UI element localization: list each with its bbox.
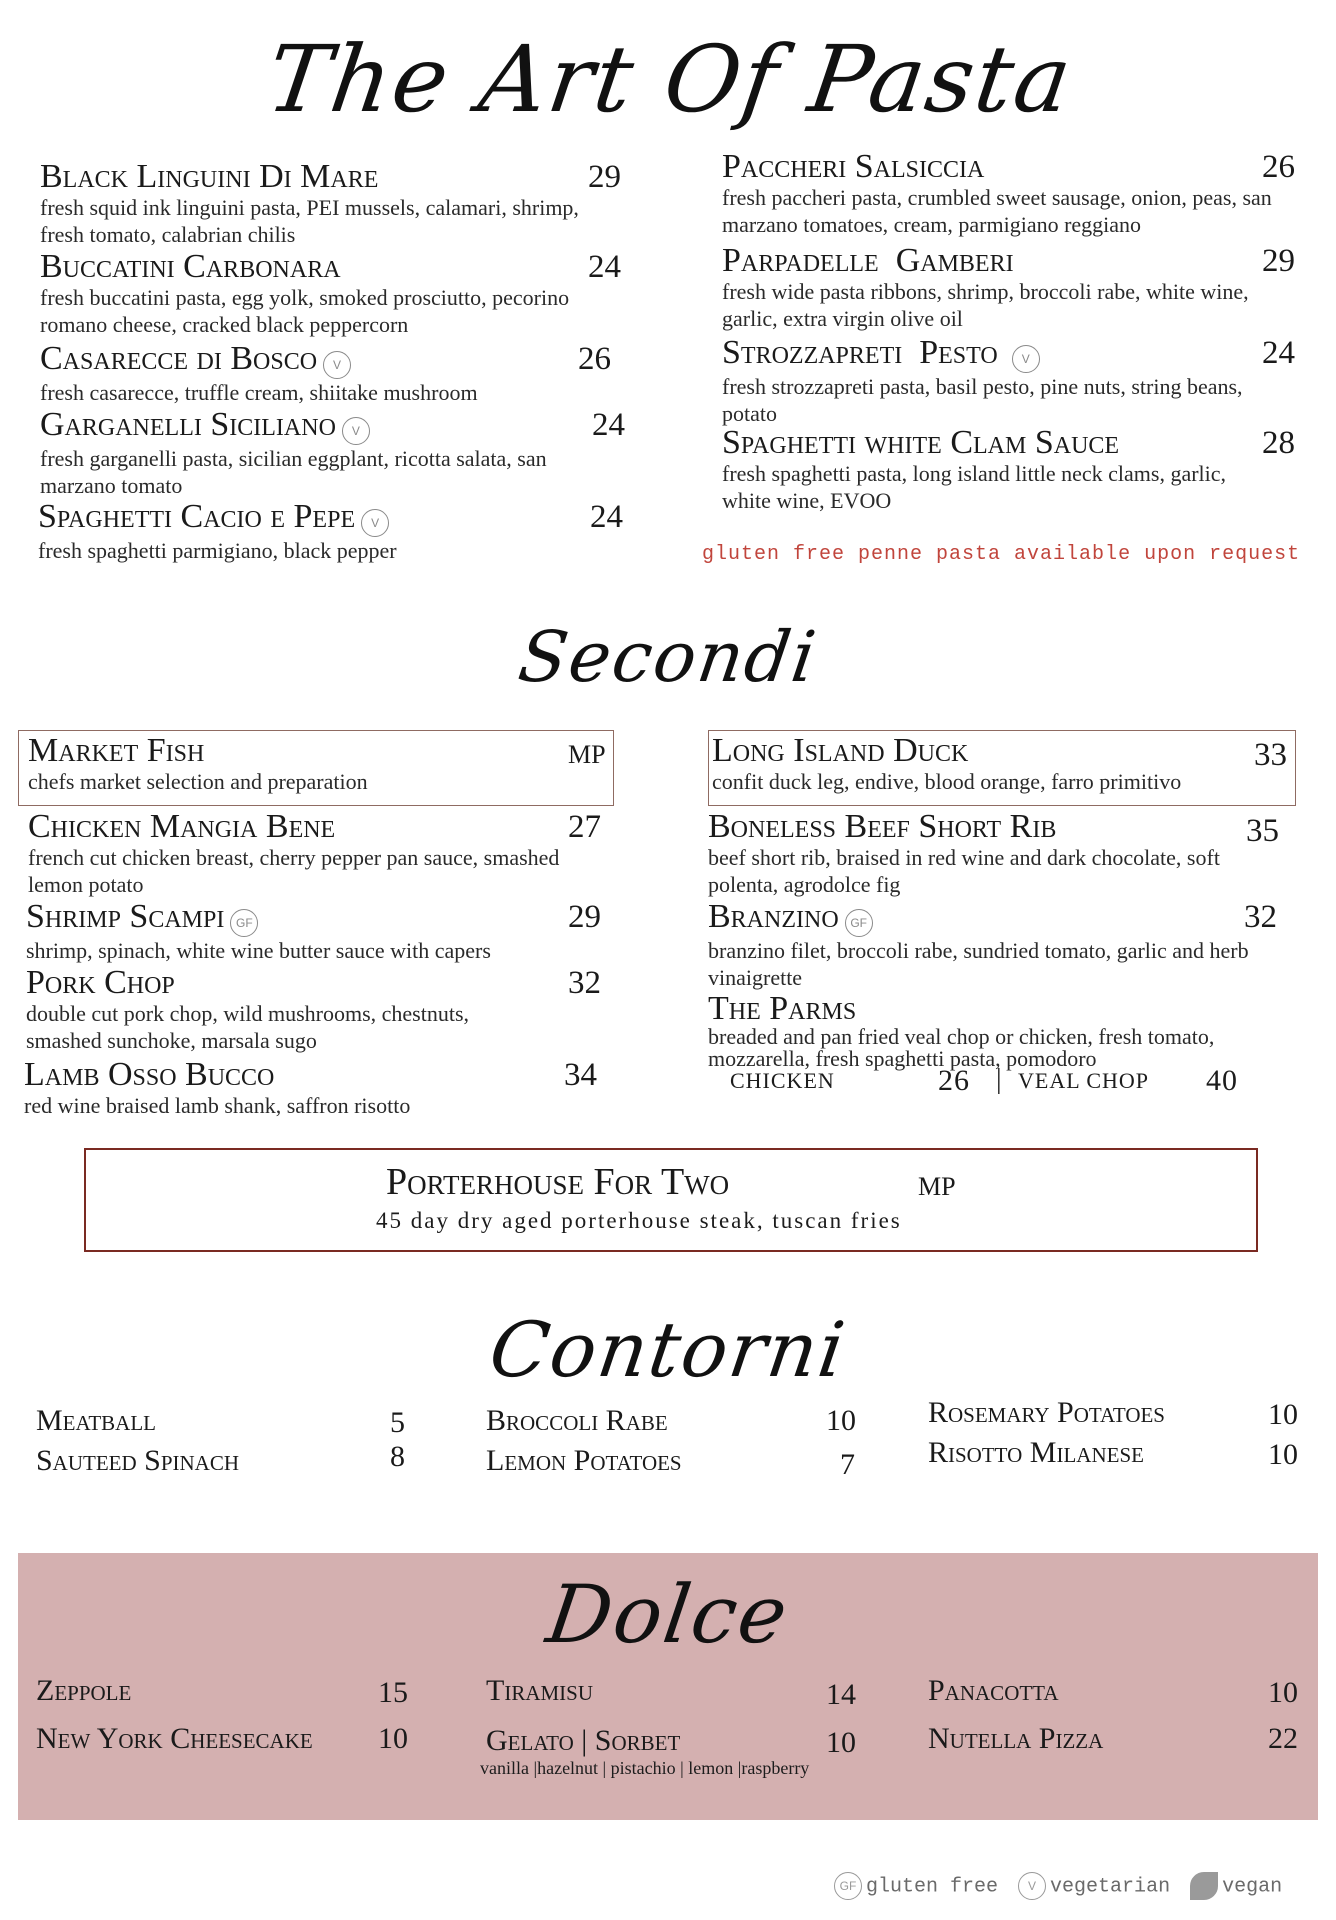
- porterhouse-price: MP: [918, 1172, 956, 1201]
- item-price: 28: [1262, 425, 1295, 461]
- item-name: Shrimp Scampi: [26, 898, 225, 935]
- item-description: confit duck leg, endive, blood orange, farro primitivo: [712, 769, 1182, 794]
- gluten-free-note: gluten free penne pasta available upon request: [702, 543, 1301, 566]
- contorni-col-1: [36, 1405, 416, 1485]
- dolce-title: Dolce: [541, 1568, 795, 1661]
- dolce-item: [928, 1675, 1308, 1723]
- item-name: Strozzapreti Pesto: [722, 334, 998, 371]
- menu-item: [722, 336, 1302, 426]
- menu-item: [722, 150, 1302, 244]
- item-price: 10: [1268, 1398, 1298, 1431]
- vegetarian-icon: V: [342, 417, 370, 445]
- vegetarian-icon: V: [1012, 345, 1040, 373]
- menu-item: [708, 810, 1292, 900]
- contorni-item: [928, 1397, 1308, 1437]
- contorni-item: [36, 1440, 416, 1485]
- gluten-free-icon: GF: [845, 909, 873, 937]
- menu-item: [24, 1058, 608, 1124]
- item-price: 10: [826, 1726, 856, 1759]
- item-description: fresh wide pasta ribbons, shrimp, broccoli rabe, white wine, garlic, extra virgin olive oil: [722, 279, 1249, 331]
- item-description: branzino filet, broccoli rabe, sundried tomato, garlic and herb vinaigrette: [708, 938, 1249, 991]
- item-name: Branzino: [708, 898, 839, 935]
- item-price: 29: [588, 159, 621, 195]
- item-price: 24: [1262, 335, 1295, 371]
- item-price: 27: [568, 809, 601, 845]
- menu-item: [28, 810, 608, 900]
- item-price: 5: [390, 1406, 405, 1439]
- item-name: Zeppole: [36, 1674, 132, 1707]
- item-name: Gelato | Sorbet: [486, 1724, 681, 1757]
- item-description: breaded and pan fried veal chop or chicken, fresh tomato, mozzarella, fresh spaghetti pasta, pomodoro: [708, 1024, 1215, 1071]
- menu-item: [40, 408, 640, 500]
- dolce-item: [36, 1675, 416, 1723]
- menu-item: [712, 734, 1292, 810]
- item-price: MP: [568, 740, 606, 769]
- menu-item: [40, 342, 640, 408]
- menu-item: [40, 160, 640, 250]
- item-price: 10: [1268, 1676, 1298, 1709]
- parms-veal-label: VEAL CHOP: [1018, 1068, 1150, 1093]
- menu-item: [722, 426, 1302, 516]
- page-title: The Art Of Pasta: [260, 26, 1080, 133]
- item-name: Broccoli Rabe: [486, 1404, 668, 1437]
- item-price: 29: [568, 899, 601, 935]
- item-name: Lemon Potatoes: [486, 1444, 682, 1477]
- secondi-left-column: [24, 732, 608, 1124]
- item-name: Sauteed Spinach: [36, 1444, 240, 1477]
- dolce-item: [928, 1723, 1308, 1763]
- item-description: beef short rib, braised in red wine and dark chocolate, soft polenta, agrodolce fig: [708, 845, 1220, 897]
- item-price: 10: [826, 1404, 856, 1437]
- contorni-col-2: [486, 1405, 866, 1485]
- menu-item: [38, 500, 640, 566]
- menu-item: [708, 900, 1292, 992]
- item-description: fresh strozzapreti pasta, basil pesto, pine nuts, string beans, potato: [722, 374, 1243, 427]
- item-name: Casarecce di Bosco: [40, 340, 318, 377]
- vegetarian-icon: V: [361, 509, 389, 537]
- menu-item: [722, 244, 1302, 336]
- legend-gluten-free: gluten free: [866, 1875, 999, 1899]
- item-name: Black Linguini Di Mare: [40, 158, 379, 195]
- menu-item: [26, 966, 608, 1058]
- menu-item: [708, 990, 1292, 1071]
- porterhouse-box: [84, 1148, 1258, 1252]
- item-name: Boneless Beef Short Rib: [708, 808, 1057, 845]
- menu-item: [40, 250, 640, 342]
- item-description: fresh casarecce, truffle cream, shiitake mushroom: [40, 380, 478, 406]
- item-name: New York Cheesecake: [36, 1722, 313, 1755]
- item-name: Rosemary Potatoes: [928, 1396, 1165, 1429]
- item-name: Paccheri Salsiccia: [722, 148, 985, 185]
- item-name: Risotto Milanese: [928, 1436, 1144, 1469]
- parms-separator: |: [996, 1064, 1003, 1095]
- vegan-leaf-icon: [1190, 1872, 1218, 1900]
- contorni-item: [486, 1445, 866, 1485]
- legend-vegetarian: vegetarian: [1050, 1875, 1171, 1899]
- item-description: french cut chicken breast, cherry pepper pan sauce, smashed lemon potato: [28, 845, 560, 897]
- gluten-free-icon: GF: [230, 909, 258, 937]
- item-price: 24: [592, 407, 625, 443]
- dietary-legend: [834, 1872, 1282, 1900]
- porterhouse-description: 45 day dry aged porterhouse steak, tuscan fries: [376, 1208, 902, 1233]
- pasta-left-column: [40, 160, 640, 566]
- pasta-right-column: [722, 150, 1302, 516]
- item-name: Spaghetti white Clam Sauce: [722, 424, 1120, 461]
- dolce-item: [36, 1723, 416, 1763]
- item-price: 15: [378, 1676, 408, 1709]
- item-description: fresh spaghetti parmigiano, black pepper: [38, 538, 397, 564]
- item-price: 14: [826, 1678, 856, 1711]
- parms-chicken-label: CHICKEN: [730, 1068, 835, 1093]
- item-description: fresh garganelli pasta, sicilian eggplant, ricotta salata, san marzano tomato: [40, 446, 547, 499]
- item-price: 24: [588, 249, 621, 285]
- item-price: 34: [564, 1057, 597, 1093]
- menu-item: [26, 900, 608, 966]
- gelato-flavors: vanilla |hazelnut | pistachio | lemon |raspberry: [480, 1758, 810, 1778]
- item-description: fresh buccatini pasta, egg yolk, smoked prosciutto, pecorino romano cheese, cracked black peppercorn: [40, 285, 570, 337]
- item-price: 32: [568, 965, 601, 1001]
- item-name: Long Island Duck: [712, 732, 969, 769]
- item-price: 24: [590, 499, 623, 535]
- item-description: fresh squid ink linguini pasta, PEI mussels, calamari, shrimp, fresh tomato, calabrian chilis: [40, 195, 579, 247]
- item-name: Chicken Mangia Bene: [28, 808, 336, 845]
- menu-item: [28, 734, 608, 810]
- contorni-item: [36, 1405, 416, 1445]
- dolce-col-2: [480, 1674, 866, 1779]
- parms-chicken-price: 26: [938, 1064, 970, 1097]
- dolce-item: [486, 1675, 866, 1725]
- item-price: 29: [1262, 243, 1295, 279]
- vegetarian-icon: V: [1018, 1872, 1046, 1900]
- item-name: The Parms: [708, 990, 857, 1027]
- item-name: Tiramisu: [486, 1674, 594, 1707]
- secondi-right-column: [708, 732, 1292, 1098]
- item-price: 8: [390, 1440, 405, 1473]
- item-name: Buccatini Carbonara: [40, 248, 341, 285]
- dolce-item: [486, 1725, 866, 1757]
- legend-vegan: vegan: [1222, 1875, 1283, 1899]
- item-price: 32: [1244, 899, 1277, 935]
- contorni-item: [928, 1437, 1308, 1477]
- porterhouse-name: Porterhouse For Two: [386, 1161, 730, 1203]
- item-name: Lamb Osso Bucco: [24, 1056, 275, 1093]
- item-description: shrimp, spinach, white wine butter sauce with capers: [26, 938, 491, 964]
- item-name: Spaghetti Cacio e Pepe: [38, 498, 356, 535]
- item-name: Parpadelle Gamberi: [722, 242, 1014, 279]
- parms-veal-price: 40: [1206, 1064, 1238, 1097]
- item-name: Nutella Pizza: [928, 1722, 1104, 1755]
- item-description: chefs market selection and preparation: [28, 769, 368, 794]
- dolce-col-3: [928, 1675, 1308, 1763]
- item-description: fresh spaghetti pasta, long island little neck clams, garlic, white wine, EVOO: [722, 461, 1227, 513]
- dolce-col-1: [36, 1675, 416, 1763]
- vegetarian-icon: V: [323, 351, 351, 379]
- contorni-title: Contorni: [484, 1305, 852, 1394]
- item-price: 10: [1268, 1438, 1298, 1471]
- item-price: 22: [1268, 1722, 1298, 1755]
- item-price: 7: [840, 1448, 855, 1481]
- item-price: 33: [1254, 737, 1287, 773]
- item-name: Market Fish: [28, 732, 205, 769]
- secondi-title: Secondi: [513, 616, 823, 698]
- item-description: red wine braised lamb shank, saffron risotto: [24, 1093, 411, 1118]
- gluten-free-icon: GF: [834, 1872, 862, 1900]
- item-price: 35: [1246, 813, 1279, 849]
- item-description: double cut pork chop, wild mushrooms, chestnuts, smashed sunchoke, marsala sugo: [26, 1001, 470, 1053]
- item-name: Pork Chop: [26, 964, 175, 1001]
- item-name: Panacotta: [928, 1674, 1059, 1707]
- contorni-item: [486, 1405, 866, 1445]
- item-name: Garganelli Siciliano: [40, 406, 336, 443]
- contorni-col-3: [928, 1397, 1308, 1477]
- parms-options: [712, 1062, 1292, 1098]
- item-description: fresh paccheri pasta, crumbled sweet sausage, onion, peas, san marzano tomatoes, cream, parmigiano reggiano: [722, 185, 1272, 237]
- item-price: 26: [1262, 149, 1295, 185]
- item-name: Meatball: [36, 1404, 156, 1437]
- item-price: 10: [378, 1722, 408, 1755]
- item-price: 26: [578, 341, 611, 377]
